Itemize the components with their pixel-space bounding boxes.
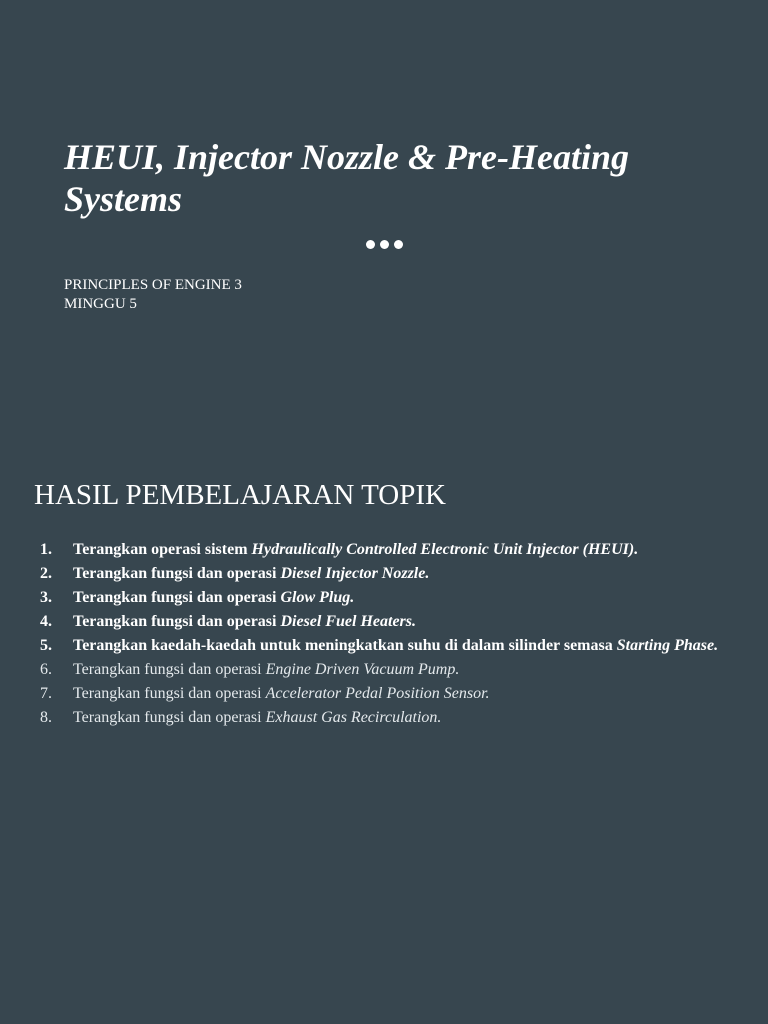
list-item [40, 562, 733, 586]
dot [366, 240, 375, 249]
item-text: Terangkan fungsi dan operasi Engine Driven Vacuum Pump. [73, 661, 460, 678]
item-number: 7. [40, 685, 52, 702]
item-number: 4. [40, 613, 52, 630]
item-text: Terangkan operasi sistem Hydraulically Controlled Electronic Unit Injector (HEUI). [73, 541, 639, 558]
item-text: Terangkan fungsi dan operasi Accelerator Pedal Position Sensor. [73, 685, 490, 702]
item-text: Terangkan kaedah-kaedah untuk meningkatkan suhu di dalam silinder semasa Starting Phase. [73, 637, 719, 654]
item-text: Terangkan fungsi dan operasi Exhaust Gas Recirculation. [73, 709, 442, 726]
list-item [40, 610, 733, 634]
slide-title: HEUI, Injector Nozzle & Pre-Heating Systems [64, 137, 629, 219]
list-item [40, 538, 733, 562]
list-item [40, 634, 733, 658]
item-number: 2. [40, 565, 52, 582]
section-heading: HASIL PEMBELAJARAN TOPIK [34, 479, 446, 511]
list-item [40, 586, 733, 610]
item-number: 1. [40, 541, 52, 558]
dot [380, 240, 389, 249]
item-number: 3. [40, 589, 52, 606]
item-text: Terangkan fungsi dan operasi Diesel Fuel Heaters. [73, 613, 417, 630]
item-text: Terangkan fungsi dan operasi Diesel Injector Nozzle. [73, 565, 430, 582]
slide-subtitle [64, 276, 242, 314]
ellipsis-dots-icon [366, 240, 403, 249]
item-number: 6. [40, 661, 52, 678]
dot [394, 240, 403, 249]
week-label: MINGGU 5 [64, 296, 137, 312]
list-item [40, 658, 733, 682]
list-item [40, 682, 733, 706]
outcomes-list [40, 538, 733, 730]
course-name: PRINCIPLES OF ENGINE 3 [64, 277, 242, 293]
item-number: 5. [40, 637, 52, 654]
item-text: Terangkan fungsi dan operasi Glow Plug. [73, 589, 355, 606]
item-number: 8. [40, 709, 52, 726]
list-item [40, 706, 733, 730]
